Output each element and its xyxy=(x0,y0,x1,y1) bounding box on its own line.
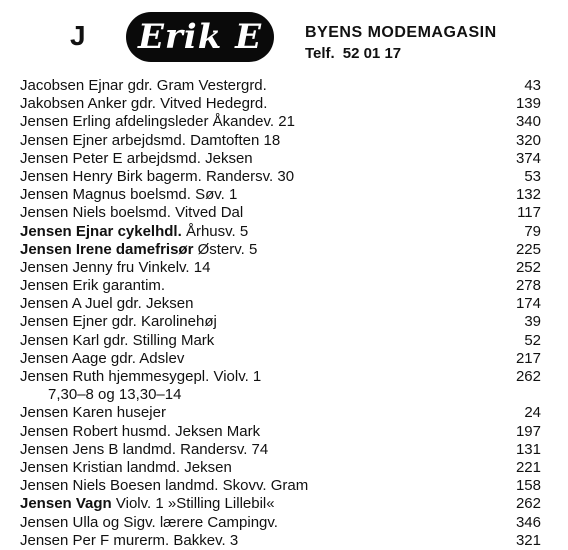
list-item xyxy=(0,277,568,295)
entry-occupation: arbejdsmd. xyxy=(126,149,201,167)
entry-occupation: afdelingsleder xyxy=(115,113,209,131)
entry-address: Gram Vestergrd. xyxy=(156,77,267,94)
entry-number: 43 xyxy=(524,77,541,94)
entry-text xyxy=(20,441,268,459)
entry-occupation: boelsmd. xyxy=(130,186,191,204)
entry-name: Jensen Per F xyxy=(20,531,110,549)
entry-name: Jensen Vagn xyxy=(20,495,112,513)
list-item xyxy=(0,113,568,131)
list-item xyxy=(0,150,568,168)
entry-occupation: murerm. xyxy=(113,531,170,549)
list-item xyxy=(0,441,568,459)
entry-address: Jeksen xyxy=(184,458,232,476)
entry-name: Jensen Ejnar xyxy=(20,222,114,240)
entry-name: Jensen Peter E xyxy=(20,149,123,167)
directory-list xyxy=(0,77,568,550)
entry-number: 117 xyxy=(517,204,541,222)
entry-name: Jensen Henry Birk xyxy=(20,167,143,185)
entry-name: Jensen Niels xyxy=(20,204,106,222)
entry-name: Jensen Ruth xyxy=(20,368,105,385)
entry-address: Jeksen xyxy=(145,295,194,313)
list-item xyxy=(0,77,568,95)
entry-number: 39 xyxy=(524,313,541,331)
entry-occupation: hjemmesygepl. xyxy=(108,368,210,385)
entry-occupation: boelsmd. xyxy=(110,204,171,222)
list-item xyxy=(0,259,568,277)
entry-occupation: bagerm. xyxy=(146,167,202,185)
entry-text xyxy=(20,277,165,295)
entry-address: Århusv. 5 xyxy=(185,222,249,240)
entry-name: Jensen Irene xyxy=(20,240,112,258)
entry-name: Jensen Erik xyxy=(20,277,99,295)
entry-name: Jensen Ejner xyxy=(20,313,108,331)
entry-name: Jensen Magnus xyxy=(20,186,126,204)
entry-name: Jensen Karl xyxy=(20,331,100,349)
entry-name: Jensen Kristian xyxy=(20,458,123,476)
entry-address: Damtoften 18 xyxy=(190,131,281,149)
entry-address: Randersv. 74 xyxy=(180,440,269,458)
entry-address: Karolinehøj xyxy=(140,313,217,331)
entry-address: Bakkev. 3 xyxy=(173,531,239,549)
entry-occupation: husmd. xyxy=(121,422,171,440)
entry-number: 262 xyxy=(515,368,541,385)
entry-address: Randersv. 30 xyxy=(205,167,295,185)
entry-number: 221 xyxy=(515,458,541,476)
list-item xyxy=(0,459,568,477)
entry-name: Jensen Aage xyxy=(20,349,107,367)
list-item xyxy=(0,313,568,331)
list-item xyxy=(0,95,568,113)
entry-number: 225 xyxy=(515,240,541,258)
ad-title: BYENS MODEMAGASIN xyxy=(305,24,497,41)
entry-number: 53 xyxy=(524,167,541,185)
entry-number: 132 xyxy=(515,186,541,204)
entry-name: Jensen Jenny xyxy=(20,258,113,276)
entry-number: 79 xyxy=(524,222,541,240)
entry-text xyxy=(20,423,260,441)
list-item xyxy=(0,350,568,368)
entry-text xyxy=(20,495,275,513)
list-item xyxy=(0,241,568,259)
entry-number: 197 xyxy=(515,422,541,440)
entry-text xyxy=(20,259,210,277)
entry-address: Søv. 1 xyxy=(195,186,238,204)
entry-text xyxy=(20,186,237,204)
entry-name: Jensen Ejner xyxy=(20,131,108,149)
entry-address: Østerv. 5 xyxy=(197,240,258,258)
entry-text xyxy=(20,223,248,241)
entry-address: Vitved Hedegrd. xyxy=(160,95,268,113)
advertiser-logo: Erik E xyxy=(126,12,274,62)
entry-address: Jeksen xyxy=(205,149,253,167)
entry-name: Jensen Ulla og Sigv. xyxy=(20,513,156,531)
list-item xyxy=(0,404,568,422)
entry-address: Vinkelv. 14 xyxy=(138,258,211,276)
entry-text xyxy=(20,168,294,186)
entry-occupation: gdr. xyxy=(116,295,142,313)
list-item xyxy=(0,514,568,532)
entry-number: 346 xyxy=(515,513,541,531)
entry-text xyxy=(20,350,184,368)
entry-number: 217 xyxy=(515,349,541,367)
entry-address: Vitved Dal xyxy=(175,204,244,222)
entry-occupation: damefrisør xyxy=(115,240,194,258)
entry-name: Jensen Karen xyxy=(20,404,113,422)
entry-occupation: gdr. xyxy=(130,95,156,113)
entry-address: Violv. 1 »Stilling Lillebil« xyxy=(115,495,275,513)
entry-text xyxy=(20,77,267,95)
entry-text xyxy=(20,459,232,477)
list-item xyxy=(0,332,568,350)
entry-number: 174 xyxy=(515,295,541,313)
ad-phone-number: 52 01 17 xyxy=(342,45,402,62)
entry-text xyxy=(20,204,243,222)
entry-text xyxy=(20,477,308,495)
entry-text xyxy=(20,514,278,532)
entry-name: Jensen Robert xyxy=(20,422,118,440)
list-item xyxy=(0,532,568,550)
entry-number: 252 xyxy=(515,258,541,276)
entry-number: 262 xyxy=(515,495,541,513)
entry-address: Campingv. xyxy=(207,513,278,531)
entry-occupation: garantim. xyxy=(102,277,166,295)
entry-address: 7,30–8 og 13,30–14 xyxy=(48,386,182,404)
entry-address: Stilling Mark xyxy=(132,331,215,349)
list-item xyxy=(0,168,568,186)
entry-text xyxy=(20,313,217,331)
entry-occupation: cykelhdl. xyxy=(117,222,182,240)
entry-address: Violv. 1 xyxy=(213,368,262,385)
entry-occupation: lærere xyxy=(159,513,204,531)
entry-text xyxy=(20,95,267,113)
entry-number: 340 xyxy=(515,113,541,131)
entry-occupation: gdr. xyxy=(103,331,129,349)
entry-text xyxy=(20,532,238,550)
entry-occupation: arbejdsmd. xyxy=(111,131,186,149)
entry-text xyxy=(20,150,253,168)
entry-number: 374 xyxy=(515,149,541,167)
entry-occupation: gdr. xyxy=(127,77,153,94)
entry-occupation: fru xyxy=(116,258,135,276)
ad-phone xyxy=(305,45,401,62)
entry-occupation: landmd. xyxy=(165,477,219,495)
list-item xyxy=(0,495,568,513)
entry-number: 131 xyxy=(515,440,541,458)
list-item xyxy=(0,368,568,386)
entry-number: 139 xyxy=(515,95,541,113)
entry-number: 320 xyxy=(515,131,541,149)
entry-name: Jakobsen Anker xyxy=(20,95,127,113)
list-item xyxy=(0,223,568,241)
entry-name: Jensen A Juel xyxy=(20,295,113,313)
list-item xyxy=(0,132,568,150)
list-item-continuation xyxy=(0,386,568,404)
entry-text xyxy=(20,113,295,131)
entry-name: Jensen Erling xyxy=(20,113,111,131)
entry-address: Jeksen Mark xyxy=(175,422,261,440)
list-item xyxy=(0,423,568,441)
entry-number: 52 xyxy=(524,331,541,349)
entry-text xyxy=(20,241,257,259)
entry-text xyxy=(20,404,166,422)
entry-occupation: gdr. xyxy=(111,313,137,331)
entry-text xyxy=(20,132,280,150)
entry-name: Jensen Niels Boesen xyxy=(20,477,161,495)
ad-phone-label: Telf. xyxy=(305,45,335,62)
entry-address: Skovv. Gram xyxy=(222,477,309,495)
entry-text xyxy=(48,386,181,404)
entry-number: 158 xyxy=(515,477,541,495)
entry-name: Jacobsen Ejnar xyxy=(20,77,124,94)
entry-address: Åkandev. 21 xyxy=(212,113,295,131)
entry-occupation: husejer xyxy=(116,404,166,422)
entry-address: Adslev xyxy=(139,349,185,367)
entry-text xyxy=(20,295,193,313)
entry-occupation: gdr. xyxy=(110,349,136,367)
entry-occupation: landmd. xyxy=(122,440,176,458)
list-item xyxy=(0,295,568,313)
section-letter: J xyxy=(70,20,86,51)
entry-number: 321 xyxy=(515,531,541,549)
list-item xyxy=(0,204,568,222)
list-item xyxy=(0,186,568,204)
list-item xyxy=(0,477,568,495)
entry-text xyxy=(20,368,261,386)
entry-occupation: landmd. xyxy=(126,458,181,476)
entry-number: 24 xyxy=(524,404,541,422)
entry-number: 278 xyxy=(515,277,541,295)
entry-text xyxy=(20,332,214,350)
entry-name: Jensen Jens B xyxy=(20,440,119,458)
